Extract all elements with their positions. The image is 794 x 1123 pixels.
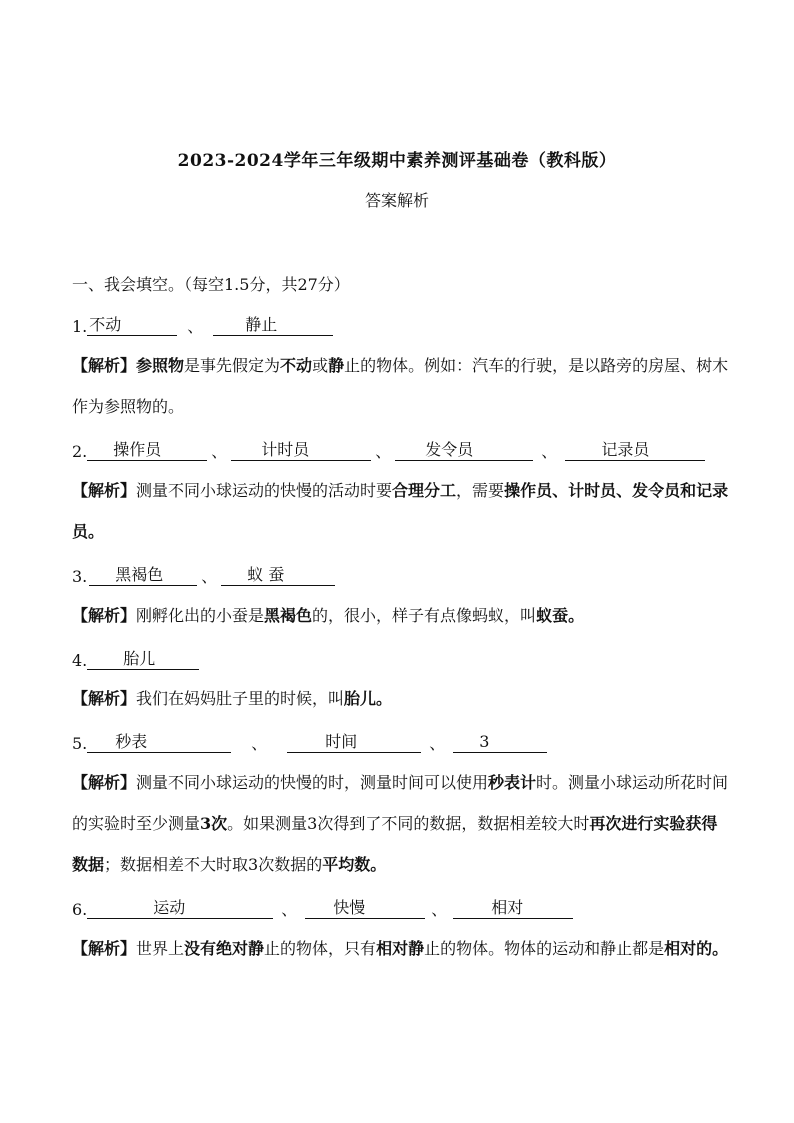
separator: 、 xyxy=(201,567,218,586)
answer-blank: 蚁 蚕 xyxy=(221,564,335,586)
answer-blank: 3 xyxy=(453,731,547,753)
question-2-explanation xyxy=(72,470,732,552)
explanation-label: 【解析】 xyxy=(72,773,137,792)
explanation-label: 【解析】 xyxy=(72,356,137,375)
question-2-answers xyxy=(72,439,732,465)
explanation-label: 【解析】 xyxy=(72,606,137,625)
question-4-explanation xyxy=(72,678,732,719)
question-4-answers xyxy=(72,648,732,674)
question-number: 4. xyxy=(72,651,88,670)
question-1-explanation xyxy=(72,345,732,427)
explanation-text: 参照物是事先假定为不动或静止的物体。例如：汽车的行驶，是以路旁的房屋、树木作为参照物的。 xyxy=(72,356,729,416)
answer-blank: 不动 xyxy=(87,314,177,336)
separator: 、 xyxy=(251,734,268,753)
page-subtitle: 答案解析 xyxy=(364,191,429,210)
question-number: 1. xyxy=(72,317,88,336)
question-number: 3. xyxy=(72,567,88,586)
separator: 、 xyxy=(541,442,558,461)
separator: 、 xyxy=(187,317,204,336)
question-6-answers xyxy=(72,897,732,923)
answer-blank: 黑褐色 xyxy=(89,564,197,586)
explanation-text: 测量不同小球运动的快慢的活动时要合理分工，需要操作员、计时员、发令员和记录员。 xyxy=(72,481,729,541)
answer-blank: 快慢 xyxy=(305,897,425,919)
explanation-text: 我们在妈妈肚子里的时候，叫胎儿。 xyxy=(136,689,393,708)
separator: 、 xyxy=(211,442,228,461)
question-6-explanation xyxy=(72,928,732,969)
separator: 、 xyxy=(375,442,392,461)
explanation-text: 测量不同小球运动的快慢的时，测量时间可以使用秒表计时。测量小球运动所花时间的实验时至少测量3次。如果测量3次得到了不同的数据，数据相差较大时再次进行实验获得数据；数据相差不大时取3次数据的平均数。 xyxy=(72,773,729,874)
separator: 、 xyxy=(429,734,446,753)
section-heading: 一、我会填空。（每空1.5分，共27分） xyxy=(72,275,350,294)
question-5-explanation xyxy=(72,762,732,885)
explanation-text: 刚孵化出的小蚕是黑褐色的，很小，样子有点像蚂蚁，叫蚁蚕。 xyxy=(136,606,585,625)
explanation-text: 世界上没有绝对静止的物体，只有相对静止的物体。物体的运动和静止都是相对的。 xyxy=(136,939,729,958)
answer-blank: 胎儿 xyxy=(87,648,199,670)
answer-blank: 静止 xyxy=(213,314,333,336)
question-number: 6. xyxy=(72,900,88,919)
answer-blank: 计时员 xyxy=(231,439,371,461)
answer-blank: 相对 xyxy=(453,897,573,919)
question-number: 5. xyxy=(72,734,88,753)
question-number: 2. xyxy=(72,442,88,461)
answer-blank: 运动 xyxy=(87,897,273,919)
answer-blank: 操作员 xyxy=(87,439,207,461)
explanation-label: 【解析】 xyxy=(72,939,137,958)
explanation-label: 【解析】 xyxy=(72,689,137,708)
separator: 、 xyxy=(281,900,298,919)
question-5-answers xyxy=(72,731,732,757)
explanation-label: 【解析】 xyxy=(72,481,137,500)
answer-blank: 发令员 xyxy=(395,439,533,461)
question-1-answers xyxy=(72,314,732,340)
answer-blank: 时间 xyxy=(287,731,421,753)
question-3-answers xyxy=(72,564,732,590)
question-3-explanation xyxy=(72,595,732,636)
answer-blank: 秒表 xyxy=(87,731,231,753)
answer-blank: 记录员 xyxy=(565,439,705,461)
separator: 、 xyxy=(431,900,448,919)
page-title: 2023-2024学年三年级期中素养测评基础卷（教科版） xyxy=(177,151,617,171)
